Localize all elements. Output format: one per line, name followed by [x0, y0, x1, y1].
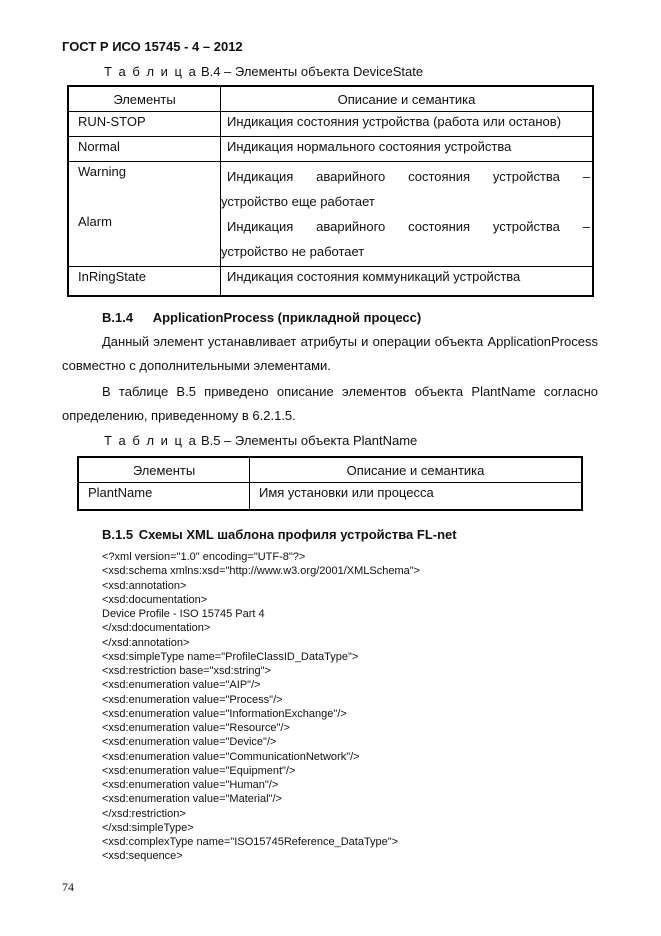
xml-line: <xsd:schema xmlns:xsd="http://www.w3.org/2001/XMLSchema"> [102, 565, 421, 578]
table5-caption-label: Т а б л и ц а [104, 433, 198, 448]
description-text: Индикация состояния коммуникаций устройства [227, 269, 521, 284]
xml-line: <xsd:documentation> [102, 593, 208, 606]
table-row [68, 137, 593, 162]
xml-code-listing [102, 550, 420, 864]
cell-element: Normal [68, 137, 221, 162]
cell-description [221, 162, 594, 267]
xml-line: <xsd:enumeration value="InformationExchange"/> [102, 707, 347, 720]
table-devicestate [67, 85, 594, 297]
xml-line: Device Profile - ISO 15745 Part 4 [102, 608, 265, 620]
table-row-merged [68, 162, 593, 267]
section-title: Схемы XML шаблона профиля устройства FL-net [138, 527, 457, 542]
description-text: Индикация аварийного состояния устройства – [227, 169, 590, 184]
element-alarm: Alarm [78, 214, 112, 229]
xml-line: <xsd:enumeration value="Equipment"/> [102, 764, 296, 777]
xml-line: <xsd:enumeration value="Device"/> [102, 736, 277, 749]
cell-description: Имя установки или процесса [250, 483, 583, 511]
xml-line: </xsd:restriction> [102, 807, 186, 820]
xml-line: <xsd:annotation> [102, 579, 187, 592]
table-row [68, 267, 593, 297]
section-b14-heading [102, 310, 421, 325]
xml-line: <xsd:sequence> [102, 850, 183, 863]
xml-line: <xsd:enumeration value="AIP"/> [102, 679, 261, 692]
cell-element: PlantName [78, 483, 250, 511]
table-header-row [68, 86, 593, 112]
description-text: Индикация аварийного состояния устройства – [227, 219, 590, 234]
page-number: 74 [62, 880, 74, 894]
column-header-elements: Элементы [78, 457, 250, 483]
table5-caption [104, 433, 417, 448]
table4-caption-text: В.4 – Элементы объекта DeviceState [200, 64, 424, 79]
column-header-elements: Элементы [68, 86, 221, 112]
paragraph-2: В таблице В.5 приведено описание элементов объекта PlantName согласно определению, приведенному в 6.2.1.5. [62, 384, 598, 423]
xml-line: <xsd:enumeration value="Material"/> [102, 793, 282, 806]
cell-element [68, 162, 221, 267]
xml-line: </xsd:simpleType> [102, 821, 194, 834]
description-text: Индикация нормального состояния устройства [227, 139, 512, 154]
xml-line: </xsd:documentation> [102, 622, 211, 635]
cell-description [221, 267, 594, 297]
xml-line: <xsd:enumeration value="CommunicationNetwork"/> [102, 750, 360, 763]
element-warning: Warning [78, 164, 126, 179]
xml-line: <?xml version="1.0" encoding="UTF-8"?> [102, 551, 306, 563]
table-plantname [77, 456, 583, 511]
document-header: ГОСТ Р ИСО 15745 - 4 – 2012 [62, 39, 243, 54]
column-header-description: Описание и семантика [250, 457, 583, 483]
table-header-row [78, 457, 582, 483]
cell-description [221, 112, 594, 137]
xml-line: <xsd:enumeration value="Process"/> [102, 693, 283, 706]
table5-caption-text: В.5 – Элементы объекта PlantName [200, 433, 418, 448]
xml-line: <xsd:enumeration value="Human"/> [102, 779, 279, 791]
xml-line: <xsd:simpleType name="ProfileClassID_DataType"> [102, 650, 359, 663]
cell-element: InRingState [68, 267, 221, 297]
table-row [78, 483, 582, 511]
section-number: В.1.4 [102, 310, 134, 325]
paragraph-1: Данный элемент устанавливает атрибуты и операции объекта ApplicationProcess совместно с дополнительными элементами. [62, 334, 598, 373]
cell-description [221, 137, 594, 162]
table4-caption [104, 64, 423, 79]
table4-caption-label: Т а б л и ц а [104, 64, 198, 79]
section-number: В.1.5 [102, 527, 134, 542]
xml-line: </xsd:annotation> [102, 636, 190, 649]
section-b15-heading [102, 527, 457, 542]
section-title: ApplicationProcess (прикладной процесс) [152, 310, 422, 325]
xml-line: <xsd:complexType name="ISO15745Reference_DataType"> [102, 836, 399, 848]
description-text: устройство не работает [221, 244, 365, 259]
column-header-description: Описание и семантика [221, 86, 594, 112]
description-text: Индикация состояния устройства (работа или останов) [227, 114, 562, 129]
cell-element: RUN-STOP [68, 112, 221, 137]
table-row [68, 112, 593, 137]
xml-line: <xsd:enumeration value="Resource"/> [102, 722, 290, 734]
xml-line: <xsd:restriction base="xsd:string"> [102, 665, 271, 677]
description-text: устройство еще работает [221, 194, 375, 209]
